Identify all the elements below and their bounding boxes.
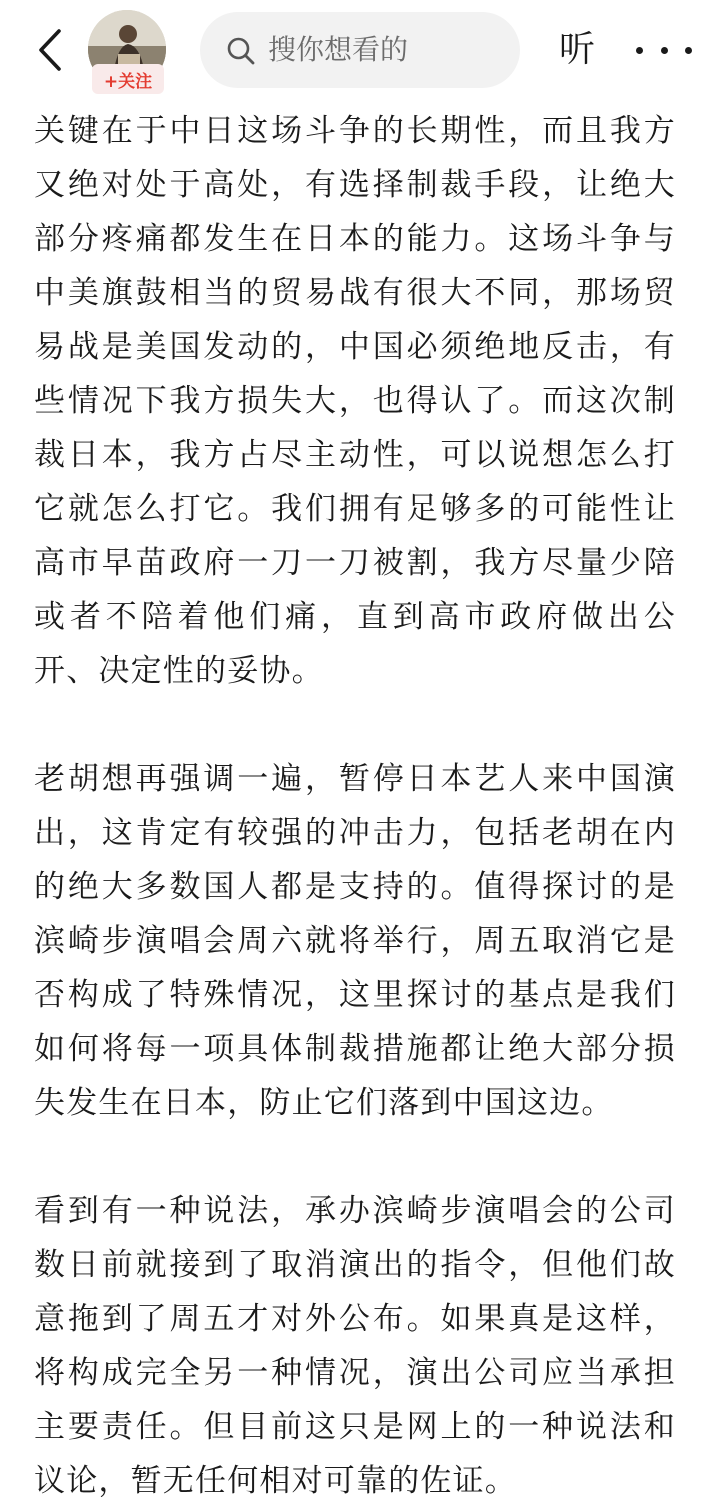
- search-input[interactable]: [200, 12, 520, 88]
- back-button[interactable]: [28, 24, 72, 76]
- more-horizontal-icon-dot: [685, 47, 692, 54]
- more-button[interactable]: [636, 30, 692, 70]
- chevron-left-icon: [37, 28, 63, 72]
- search-placeholder: 搜你想看的: [268, 33, 409, 66]
- search-icon: [226, 36, 256, 66]
- article-paragraph: 看到有一种说法，承办滨崎步演唱会的公司数日前就接到了取消演出的指令，但他们故意拖到了周五才对外公布。如果真是这样，将构成完全另一种情况，演出公司应当承担主要责任。但目前这只是网上的一种说法和议论，暂无任何相对可靠的佐证。: [34, 1193, 676, 1499]
- author-avatar-group[interactable]: [86, 8, 172, 92]
- follow-button[interactable]: +关注: [92, 64, 164, 94]
- article-paragraph: 关键在于中日这场斗争的长期性，而且我方又绝对处于高处，有选择制裁手段，让绝大部分疼痛都发生在日本的能力。这场斗争与中美旗鼓相当的贸易战有很大不同，那场贸易战是美国发动的，中国必须绝地反击，有些情况下我方损失大，也得认了。而这次制裁日本，我方占尽主动性，可以说想怎么打它就怎么打它。我们拥有足够多的可能性让高市早苗政府一刀一刀被割，我方尽量少陪或者不陪着他们痛，直到高市政府做出公开、决定性的妥协。: [34, 113, 676, 689]
- more-horizontal-icon-dot: [661, 47, 668, 54]
- top-nav-bar: [0, 0, 720, 100]
- more-horizontal-icon: [636, 47, 643, 54]
- article-paragraph: 老胡想再强调一遍，暂停日本艺人来中国演出，这肯定有较强的冲击力，包括老胡在内的绝大多数国人都是支持的。值得探讨的是滨崎步演唱会周六就将举行，周五取消它是否构成了特殊情况，这里探讨的基点是我们如何将每一项具体制裁措施都让绝大部分损失发生在日本，防止它们落到中国这边。: [34, 761, 676, 1121]
- listen-button[interactable]: 听: [558, 29, 595, 70]
- article-body: [34, 104, 676, 1508]
